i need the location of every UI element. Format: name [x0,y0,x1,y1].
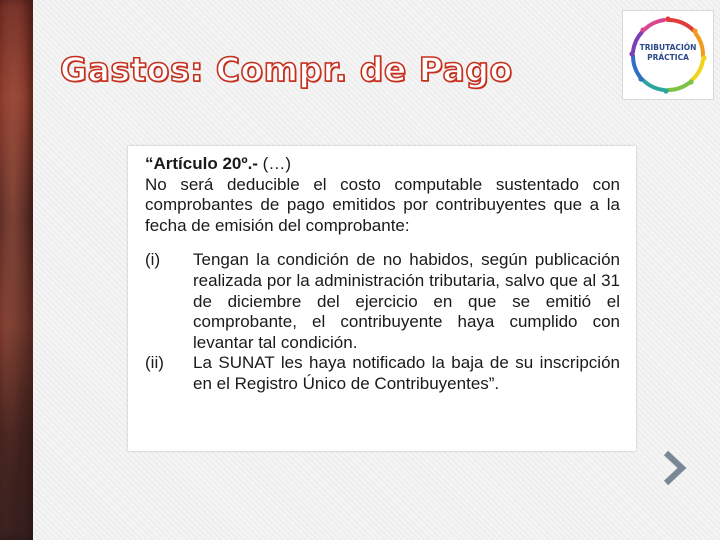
logo-text [623,43,713,63]
article-item [145,250,620,353]
article-heading [145,154,620,175]
article-item-text: Tengan la condición de no habidos, según publicación realizada por la administración tributaria, salvo que al 31 de diciembre del ejercicio en que se emitió el comprobante, el contribuyente haya cumplido con levantar tal condición. [193,250,620,352]
tributacion-practica-logo [622,10,714,100]
article-item-number: (ii) [145,353,164,373]
decorative-side-strip [0,0,33,540]
article-item [145,353,620,394]
article-panel [128,146,636,451]
article-items-list [145,250,620,394]
article-body [145,154,620,395]
slide-title: Gastos: Compr. de Pago [60,50,513,89]
article-item-number: (i) [145,250,161,270]
article-heading-bold: “Artículo 20º.- [145,154,258,173]
article-heading-rest: (…) [257,154,291,173]
logo-line-1: TRIBUTACIÓN [639,43,697,52]
article-intro: No será deducible el costo computable sustentado con comprobantes de pago emitidos por contribuyentes que a la fecha de emisión del comprobante: [145,174,620,235]
article-item-text: La SUNAT les haya notificado la baja de su inscripción en el Registro Único de Contribuyentes”. [193,353,620,393]
next-slide-button[interactable] [662,450,688,486]
chevron-right-icon [662,450,688,486]
logo-line-2: PRÁCTICA [647,53,689,62]
